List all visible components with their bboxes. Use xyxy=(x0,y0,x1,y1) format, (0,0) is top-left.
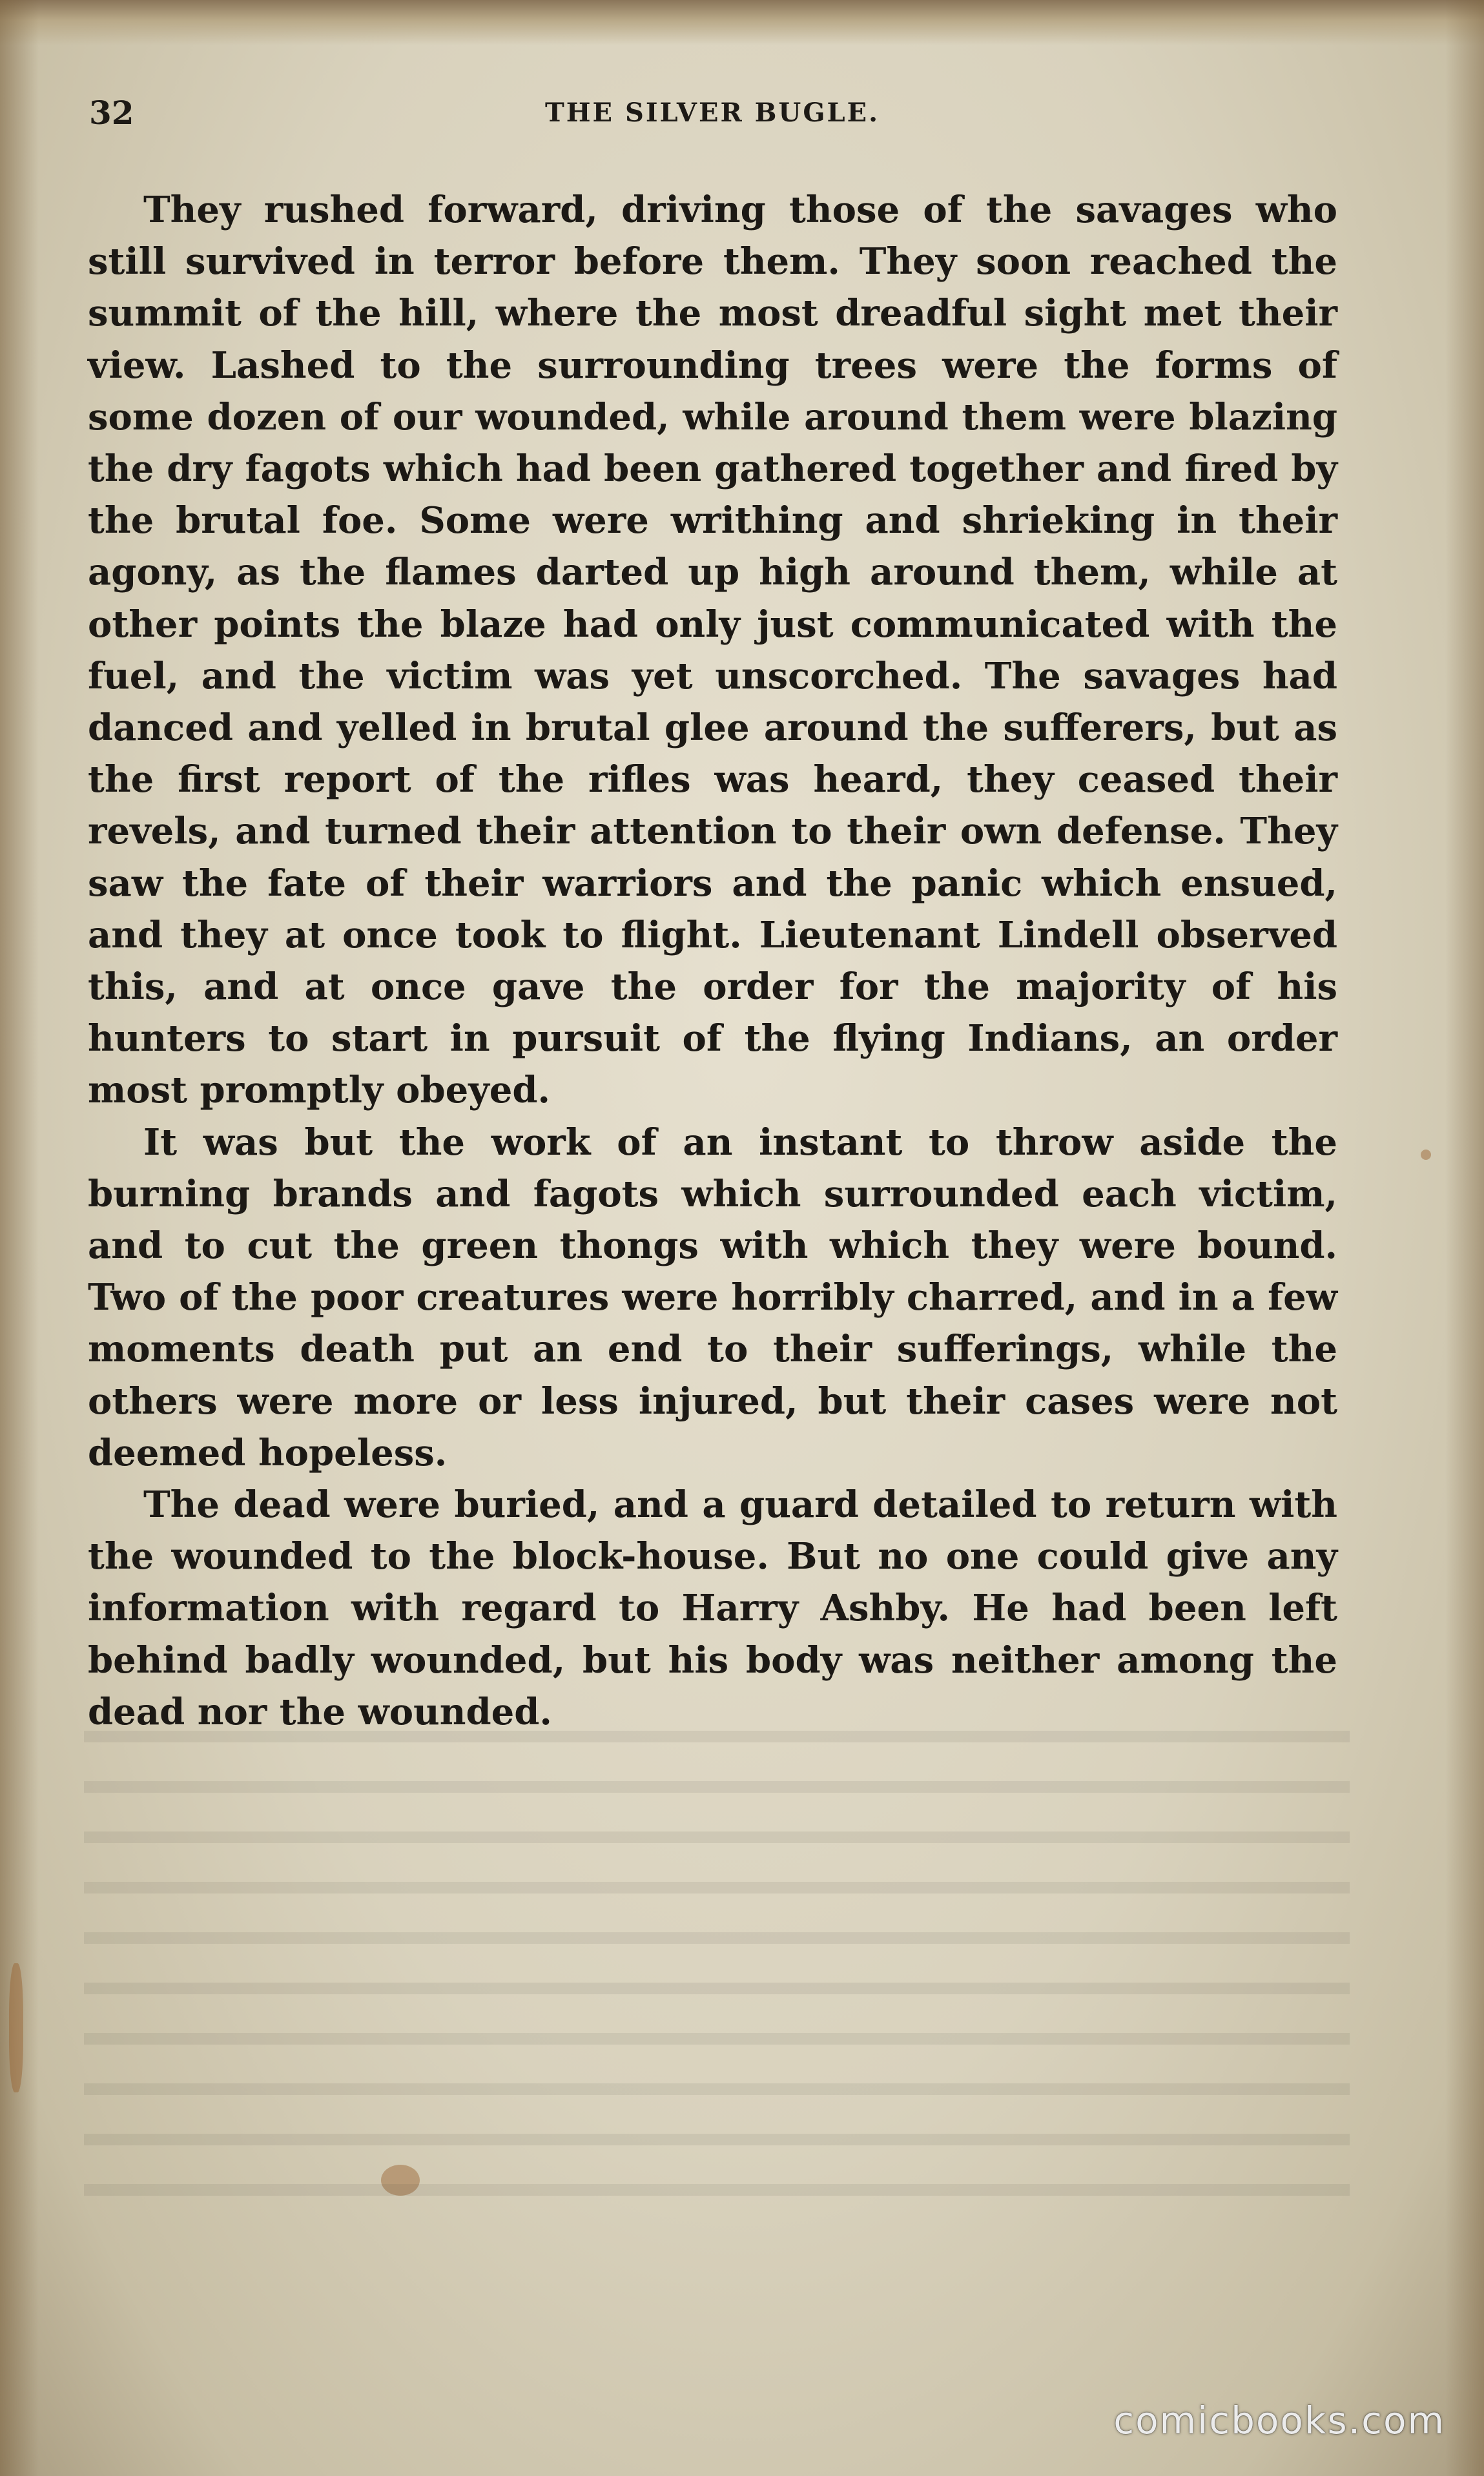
page-right-edge-shadow xyxy=(1445,0,1484,2476)
paragraph: They rushed forward, driving those of the savages who still survived in terror before them. They soon reached the summit of the hill, where the most dreadful sight met their view. Lashed to the surrounding trees were the forms of some dozen of our wounded, while around them were blazing the dry fagots which had been gathered together and fired by the brutal foe. Some were writhing and shrieking in their agony, as the flames darted up high around them, while at other points the blaze had only just communicated with the fuel, and the victim was yet unscorched. The savages had danced and yelled in brutal glee around the sufferers, but as the first report of the rifles was heard, they ceased their revels, and turned their attention to their own defense. They saw the fate of their warriors and the panic which ensued, and they at once took to flight. Lieutenant Lindell observed this, and at once gave the order for the majority of his hunters to start in pursuit of the flying Indians, an order most promptly obeyed. xyxy=(88,189,1337,1112)
paragraph: It was but the work of an instant to throw aside the burning brands and fagots which surrounded each victim, and to cut the green thongs with which they were bound. Two of the poor creatures were horribly charred, and in a few moments death put an end to their sufferings, while the others were more or less injured, but their cases were not deemed hopeless. xyxy=(88,1120,1337,1474)
page-left-edge-shadow xyxy=(0,0,39,2476)
site-watermark: comicbooks.com xyxy=(1113,2399,1445,2442)
page-number: 32 xyxy=(89,94,134,132)
running-header xyxy=(89,94,1335,132)
page-top-edge xyxy=(0,0,1484,45)
running-title: THE SILVER BUGLE. xyxy=(544,98,880,128)
paper-stain xyxy=(9,1963,23,2092)
paper-stain xyxy=(1421,1150,1431,1160)
paragraph: The dead were buried, and a guard detailed to return with the wounded to the block-house. But no one could give any information with regard to Harry Ashby. He had been left behind badly wounded, but his body was neither among the dead nor the wounded. xyxy=(88,1483,1337,1733)
show-through-text xyxy=(84,1692,1350,2273)
body-text xyxy=(88,184,1337,1738)
